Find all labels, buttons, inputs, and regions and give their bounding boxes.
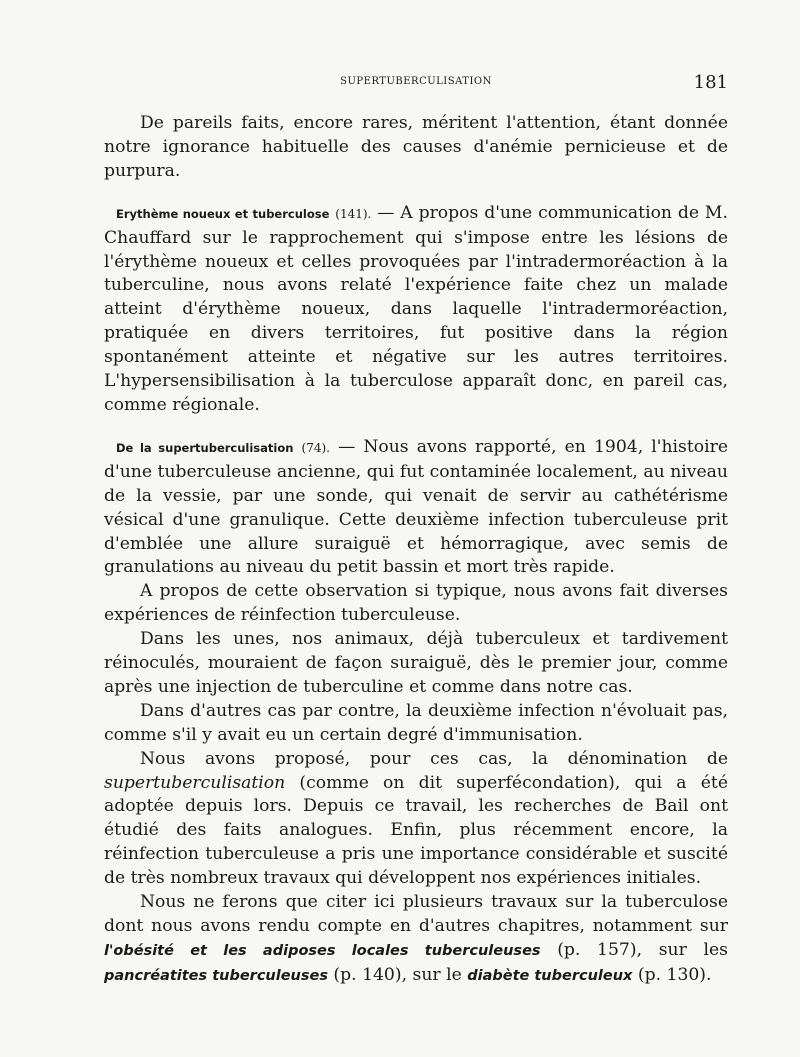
- paragraph-dans-autres: Dans d'autres cas par contre, la deuxième infection n'évoluait pas, comme s'il y avait eu un certain degré d'immunisation.: [104, 700, 728, 745]
- paragraph-a-propos: A propos de cette observation si typique, nous avons fait diverses expériences de réinfection tuberculeuse.: [104, 581, 728, 626]
- section-supertuberculisation: [104, 436, 728, 580]
- paragraph-final: [104, 891, 728, 989]
- text: Nous ne ferons que citer ici plusieurs travaux sur la tuberculose dont nous avons rendu compte en d'autres chapitres, notamment sur: [104, 892, 728, 936]
- section-ref: (74).: [301, 440, 330, 455]
- term-supertuberculisation: supertuberculisation: [104, 772, 286, 793]
- page-ref: (p. 130).: [632, 964, 712, 985]
- text: Nous avons proposé, pour ces cas, la dénomination de: [140, 748, 728, 769]
- text: (comme on dit superfécondation), qui a été adoptée depuis lors. Depuis ce travail, les recherches de Bail ont étudié des faits analogues. Enfin, plus récemment encore, la réinfection tuberculeuse a pris une importance considérable et suscité de très nombreux travaux qui développent nos expériences initiales.: [104, 772, 728, 889]
- section-title: Erythème noueux et tuberculose: [116, 206, 330, 221]
- page-body: [104, 112, 728, 989]
- page-number: 181: [693, 72, 728, 93]
- page-ref: (p. 157), sur les: [540, 939, 728, 960]
- section-text: — Nous avons rapporté, en 1904, l'histoire d'une tuberculeuse ancienne, qui fut contaminée localement, au niveau de la vessie, par une sonde, qui venait de servir au cathétérisme vésical d'une granulique. Cette deuxième infection tuberculeuse prit d'emblée une allure suraiguë et hémorragique, avec semis de granulations au niveau du petit bassin et mort très rapide.: [104, 436, 728, 578]
- section-title: De la supertuberculisation: [116, 440, 294, 455]
- topic-obesite: l'obésité et les adiposes locales tuberculeuses: [104, 942, 541, 959]
- section-ref: (141).: [335, 206, 372, 221]
- page-ref: (p. 140), sur le: [327, 964, 468, 985]
- section-text: — A propos d'une communication de M. Chauffard sur le rapprochement qui s'impose entre les lésions de l'érythème noueux et celles provoquées par l'intradermoréaction à la tuberculine, nous avons relaté l'expérience faite chez un malade atteint d'érythème noueux, dans laquelle l'intradermoréaction, pratiquée en divers territoires, fut positive dans la région spontanément atteinte et négative sur les autres territoires. L'hypersensibilisation à la tuberculose apparaît donc, en pareil cas, comme régionale.: [104, 202, 728, 415]
- section-erytheme: [104, 202, 728, 418]
- paragraph-dans-les-unes: Dans les unes, nos animaux, déjà tuberculeux et tardivement réinoculés, mouraient de façon suraiguë, dès le premier jour, comme après une injection de tuberculine et comme dans notre cas.: [104, 629, 728, 697]
- page-header: [104, 72, 728, 96]
- paragraph-intro: De pareils faits, encore rares, méritent l'attention, étant donnée notre ignorance habituelle des causes d'anémie pernicieuse et de purpura.: [104, 113, 728, 181]
- topic-pancreatites: pancréatites tuberculeuses: [104, 967, 328, 984]
- running-title: SUPERTUBERCULISATION: [340, 76, 492, 87]
- topic-diabete: diabète tuberculeux: [467, 967, 633, 984]
- paragraph-denomination: [104, 748, 728, 891]
